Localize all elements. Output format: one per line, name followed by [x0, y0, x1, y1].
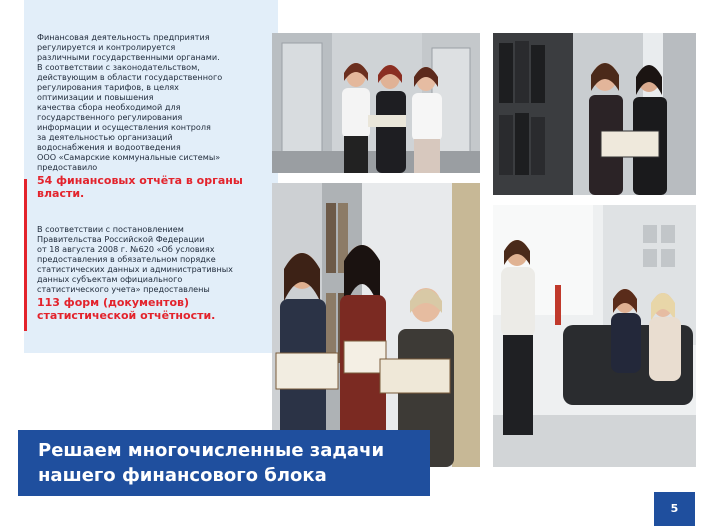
intro-paragraph: [37, 32, 273, 200]
photo-office-meeting: [493, 205, 696, 467]
forms-highlight: [37, 296, 273, 322]
statistics-line: от 18 августа 2008 г. №620 «Об условиях: [37, 244, 215, 254]
intro-line: качества сбора необходимой для: [37, 102, 181, 112]
statistics-line: данных субъектам официального: [37, 274, 183, 284]
highlight-line: 113 форм (документов): [37, 296, 190, 309]
intro-line: регулируется и контролируется: [37, 42, 176, 52]
intro-line: информации и осуществления контроля: [37, 122, 211, 132]
intro-line: оптимизации и повышения: [37, 92, 154, 102]
statistics-line: статистических данных и административных: [37, 264, 233, 274]
intro-line: различными государственными органами.: [37, 52, 220, 62]
headline-line-1: Решаем многочисленные задачи: [38, 440, 385, 461]
intro-line: за деятельностью организаций: [37, 132, 173, 142]
reports-highlight: [37, 174, 273, 200]
photo-two-women-folder: [493, 33, 696, 195]
statistics-paragraph: [37, 224, 273, 322]
page-number: 5: [654, 492, 695, 526]
intro-line: ООО «Самарские коммунальные системы»: [37, 152, 221, 162]
photo-women-with-folders: [272, 183, 480, 467]
highlight-line: 54 финансовых отчёта в органы: [37, 174, 243, 187]
intro-line: Финансовая деятельность предприятия: [37, 32, 210, 42]
headline-line-2: нашего финансового блока: [38, 465, 327, 486]
statistics-line: В соответствии с постановлением: [37, 224, 184, 234]
intro-line: предоставило: [37, 162, 98, 172]
statistics-line: предоставления в обязательном порядке: [37, 254, 216, 264]
highlight-line: власти.: [37, 187, 85, 200]
intro-line: водоснабжения и водоотведения: [37, 142, 181, 152]
intro-line: действующим в области государственного: [37, 72, 223, 82]
highlight-line: статистической отчётности.: [37, 309, 216, 322]
statistics-line: статистического учета» предоставлены: [37, 284, 210, 294]
headline-banner: [18, 430, 430, 496]
accent-bar: [24, 179, 27, 331]
intro-line: государственного регулирования: [37, 112, 183, 122]
statistics-line: Правительства Российской Федерации: [37, 234, 205, 244]
intro-line: регулирования тарифов, в целях: [37, 82, 179, 92]
photo-three-women-archive: [272, 33, 480, 173]
intro-line: В соответствии с законодательством,: [37, 62, 200, 72]
